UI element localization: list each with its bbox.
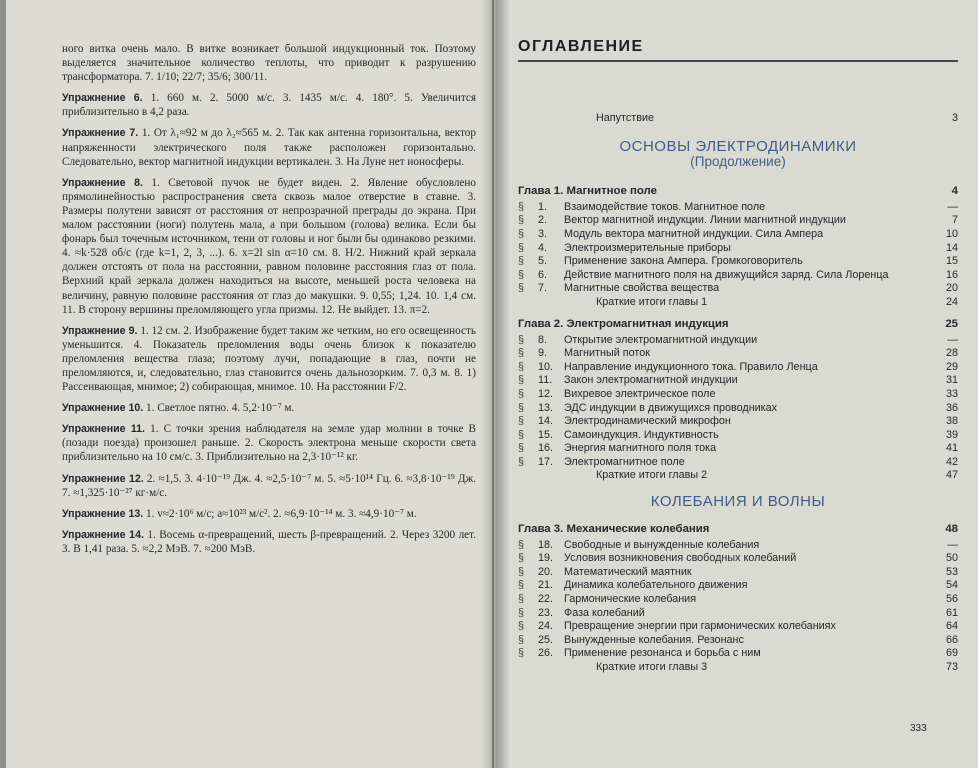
toc-section xyxy=(518,228,958,242)
part-title-electrodynamics: ОСНОВЫ ЭЛЕКТРОДИНАМИКИ xyxy=(619,137,857,155)
answer-text: 1. Светлое пятно. 4. 5,2·10⁻⁷ м. xyxy=(146,402,295,415)
toc-section-title: Направление индукционного тока. Правило Ленца xyxy=(564,360,818,373)
section-symbol: § xyxy=(518,200,525,213)
toc-section-number: 15. xyxy=(538,428,554,441)
toc-section-title: Превращение энергии при гармонических колебаниях xyxy=(564,620,836,633)
section-symbol: § xyxy=(518,347,525,360)
right-page xyxy=(494,0,978,768)
toc-section-number: 20. xyxy=(538,565,554,578)
section-symbol: § xyxy=(518,579,525,592)
section-symbol: § xyxy=(518,401,525,414)
toc-section-title: Открытие электромагнитной индукции xyxy=(564,333,758,346)
toc-section xyxy=(518,539,958,553)
toc-section-page: 31 xyxy=(945,374,958,387)
exercise-label: Упражнение 13. xyxy=(62,507,144,520)
toc-section-title: Динамика колебательного движения xyxy=(564,579,748,592)
page-number: 333 xyxy=(910,723,927,734)
toc-section-title: Самоиндукция. Индуктивность xyxy=(564,428,719,441)
toc-entry-title: Напутствие xyxy=(596,112,654,124)
answer-text: 1. 660 м. 2. 5000 м/с. 3. 1435 м/с. 4. 180°. 5. Увеличится приблизительно в 4,2 раза. xyxy=(62,92,476,119)
section-symbol: § xyxy=(518,538,525,551)
toc-section xyxy=(518,361,958,375)
toc-section-page: 16 xyxy=(945,268,958,281)
toc-section-title: Условия возникновения свободных колебаний xyxy=(564,552,797,565)
toc-section-title: Магнитный поток xyxy=(564,347,650,360)
section-symbol: § xyxy=(518,227,525,240)
chapter-1-sections xyxy=(518,201,958,296)
toc-section-page: 36 xyxy=(945,401,958,414)
exercise-label: Упражнение 14. xyxy=(62,528,144,541)
toc-section-title: Свободные и вынужденные колебания xyxy=(564,538,760,551)
section-symbol: § xyxy=(518,214,525,227)
answer-text: 2. ≈1,5. 3. 4·10⁻¹⁹ Дж. 4. ≈2,5·10⁻⁷ м. 5. ≈5·10¹⁴ Гц. 6. ≈3,8·10⁻¹⁹ Дж. 7. ≈1,325·10⁻²⁷ кг·м/с. xyxy=(62,472,476,499)
toc-section-page: 20 xyxy=(945,282,958,295)
toc-summary-3 xyxy=(518,661,958,675)
toc-section-number: 19. xyxy=(538,552,554,565)
toc-section-page: 38 xyxy=(945,415,958,428)
section-symbol: § xyxy=(518,606,525,619)
toc-section-page: 28 xyxy=(945,347,958,360)
section-symbol: § xyxy=(518,647,525,660)
toc-section-number: 21. xyxy=(538,579,554,592)
toc-section xyxy=(518,442,958,456)
toc-section-page: 64 xyxy=(945,620,958,633)
exercise-label: Упражнение 7. xyxy=(62,127,139,140)
toc-section-page: — xyxy=(947,538,958,551)
toc-chapter-page: 4 xyxy=(951,184,958,197)
toc-section-title: Применение резонанса и борьба с ним xyxy=(564,647,761,660)
section-symbol: § xyxy=(518,455,525,468)
toc-section xyxy=(518,566,958,580)
toc-section-title: ЭДС индукции в движущихся проводниках xyxy=(564,401,778,414)
section-symbol: § xyxy=(518,415,525,428)
toc-section-page: 7 xyxy=(951,214,958,227)
toc-section-page: 15 xyxy=(945,255,958,268)
toc-section-title: Электродинамический микрофон xyxy=(564,415,731,428)
answer-block xyxy=(62,126,476,168)
toc-section-title: Применение закона Ампера. Громкоговоритель xyxy=(564,255,803,268)
toc-section-page: — xyxy=(947,333,958,346)
part-title-oscillations: КОЛЕБАНИЯ И ВОЛНЫ xyxy=(650,493,826,511)
toc-section-title: Электроизмерительные приборы xyxy=(564,241,731,254)
answer-text: 1. От λ₁≈92 м до λ₂≈565 м. 2. Так как антенна горизонтальна, вектор напряженности электрического поля также расположен горизонтально. Следовательно, вектор магнитной индукции вертикален. 3. На Луне нет ионосферы. xyxy=(62,127,476,168)
section-symbol: § xyxy=(518,241,525,254)
toc-section-number: 18. xyxy=(538,538,554,551)
toc-chapter-title: Глава 2. Электромагнитная индукция xyxy=(518,317,729,330)
toc-section-page: 29 xyxy=(945,360,958,373)
toc-section-number: 24. xyxy=(538,620,554,633)
toc-section xyxy=(518,620,958,634)
answer-text: 1. Восемь α-превращений, шесть β-превращений. 2. Через 3200 лет. 3. В 1,41 раза. 5. ≈2,2 МэВ. 7. ≈200 МэВ. xyxy=(62,528,476,555)
toc-section-number: 16. xyxy=(538,442,554,455)
section-symbol: § xyxy=(518,593,525,606)
toc-section-title: Математический маятник xyxy=(564,565,692,578)
answer-text: 1. Световой пучок не будет виден. 2. Явление обусловлено прямолинейностью распространения света сквозь малое отверстие в ставне. 3. Размеры полутени зависят от расстояния от непрозрачной преграды до экрана. При малом расстоянии (ноги) полутень мала, а при большом (голова) велика. Если бы фонарь был точечным источником, тени от головы и ног были бы одинаково резкими. 4. ≈k·528 об/с (где k=1, 2, 3, ...). 6. x=2l sin α=10 см. 8. H/2. Нижний край зеркала должен отстоять от пола на расстоянии, равном половине расстояния глаз от пола. Верхний край зеркала должен находиться на высоте, меньшей роста человека на величину, равную половине расстояния от глаз до макушки. 9. 0,55; 1,24. 10. 1,4 см. 11. В сторону вершины преломляющего угла призмы. 12. Не выйдет. 13. π=2. xyxy=(62,176,477,316)
toc-summary-page: 73 xyxy=(945,661,958,673)
answer-block xyxy=(62,401,476,415)
answer-text: 1. 12 см. 2. Изображение будет таким же четким, но его освещенность уменьшится. 4. Показатель преломления воды очень близок к показателю преломления вещества глаза; поэтому лучи, попадающие в глаз, почти не преломляются, и, следовательно, глаз становится очень дальнозорким. 7. 0,3 м. 8. 1) Рассеивающая, мнимое; 2) собирающая, мнимое. 10. На расстоянии F/2. xyxy=(62,324,476,394)
part-subtitle: (Продолжение) xyxy=(690,154,786,170)
toc-section xyxy=(518,607,958,621)
toc-section-page: 10 xyxy=(945,227,958,240)
answer-block xyxy=(62,42,476,84)
toc-section xyxy=(518,255,958,269)
toc-section xyxy=(518,647,958,661)
toc-summary-title: Краткие итоги главы 3 xyxy=(596,661,708,673)
section-symbol: § xyxy=(518,360,525,373)
toc-section-page: 14 xyxy=(945,241,958,254)
toc-section-title: Взаимодействие токов. Магнитное поле xyxy=(564,200,766,213)
toc-section xyxy=(518,579,958,593)
toc-section-page: 33 xyxy=(945,387,958,400)
toc-section-title: Магнитные свойства вещества xyxy=(564,282,720,295)
toc-section xyxy=(518,552,958,566)
answer-block xyxy=(62,472,476,500)
toc-chapter-page: 25 xyxy=(945,317,958,330)
toc-section-page: 54 xyxy=(945,579,958,592)
toc-section-number: 23. xyxy=(538,606,554,619)
toc-section-title: Вихревое электрическое поле xyxy=(564,387,716,400)
toc-section-page: 56 xyxy=(945,593,958,606)
toc-summary-2 xyxy=(518,469,958,483)
section-symbol: § xyxy=(518,620,525,633)
toc-section-number: 12. xyxy=(538,387,554,400)
exercise-label: Упражнение 9. xyxy=(62,324,138,337)
toc-section-number: 6. xyxy=(538,268,548,281)
toc-section xyxy=(518,634,958,648)
exercise-label: Упражнение 11. xyxy=(62,423,145,436)
toc-section-number: 22. xyxy=(538,593,554,606)
exercise-label: Упражнение 8. xyxy=(62,176,143,189)
answer-block xyxy=(62,176,476,317)
section-symbol: § xyxy=(518,552,525,565)
toc-chapter-2 xyxy=(518,318,958,334)
answer-block xyxy=(62,422,476,464)
answers-section xyxy=(62,42,476,563)
left-page xyxy=(6,0,492,768)
exercise-label: Упражнение 6. xyxy=(62,92,143,105)
toc-summary-title: Краткие итоги главы 1 xyxy=(596,295,708,308)
toc-section-title: Гармонические колебания xyxy=(564,593,697,606)
toc-section-page: 50 xyxy=(945,552,958,565)
toc-section xyxy=(518,201,958,215)
section-symbol: § xyxy=(518,268,525,281)
toc-section-page: 42 xyxy=(945,455,958,468)
toc-section xyxy=(518,402,958,416)
toc-section-page: 41 xyxy=(945,442,958,455)
chapter-3-sections xyxy=(518,539,958,661)
toc-section-number: 7. xyxy=(538,282,548,295)
section-symbol: § xyxy=(518,255,525,268)
chapter-2-sections xyxy=(518,334,958,470)
section-symbol: § xyxy=(518,387,525,400)
toc-section-number: 11. xyxy=(538,374,553,387)
toc-section xyxy=(518,347,958,361)
toc-chapter-page: 48 xyxy=(945,522,958,535)
exercise-label: Упражнение 12. xyxy=(62,472,144,485)
toc-section-title: Модуль вектора магнитной индукции. Сила Ампера xyxy=(564,227,824,240)
toc-section-number: 2. xyxy=(538,214,548,227)
toc-section xyxy=(518,282,958,296)
toc-section-number: 25. xyxy=(538,633,554,646)
toc-section xyxy=(518,242,958,256)
toc-section xyxy=(518,214,958,228)
book-spine-shadow xyxy=(480,0,510,768)
section-symbol: § xyxy=(518,633,525,646)
toc-section-number: 9. xyxy=(538,347,548,360)
toc-section xyxy=(518,415,958,429)
toc-title-rule xyxy=(518,60,958,62)
toc-entry-foreword xyxy=(518,112,958,126)
toc-summary-page: 24 xyxy=(945,295,958,308)
exercise-label: Упражнение 10. xyxy=(62,402,144,415)
toc-section-page: 69 xyxy=(945,647,958,660)
toc-section-title: Электромагнитное поле xyxy=(564,455,685,468)
section-symbol: § xyxy=(518,333,525,346)
toc-title: ОГЛАВЛЕНИЕ xyxy=(518,38,644,55)
toc-chapter-1 xyxy=(518,185,958,201)
section-symbol: § xyxy=(518,442,525,455)
toc-section xyxy=(518,388,958,402)
toc-section-page: 66 xyxy=(945,633,958,646)
toc-summary-page: 47 xyxy=(945,469,958,482)
toc-section-number: 5. xyxy=(538,255,548,268)
toc-section-number: 14. xyxy=(538,415,554,428)
section-symbol: § xyxy=(518,374,525,387)
answer-text: ного витка очень мало. В витке возникает большой индукционный ток. Поэтому выделяется значительное количество теплоты, что приводит к разрушению трансформатора. 7. 1/10; 22/7; 35/6; 300/11. xyxy=(62,43,476,84)
toc-section xyxy=(518,429,958,443)
toc-section-title: Вектор магнитной индукции. Линии магнитной индукции xyxy=(564,214,846,227)
section-symbol: § xyxy=(518,428,525,441)
toc-section-number: 13. xyxy=(538,401,554,414)
toc-section-number: 1. xyxy=(538,200,548,213)
toc-section-number: 10. xyxy=(538,360,554,373)
toc-section-page: — xyxy=(947,200,958,213)
section-symbol: § xyxy=(518,282,525,295)
answer-block xyxy=(62,91,476,119)
section-symbol: § xyxy=(518,565,525,578)
table-of-contents xyxy=(518,112,958,675)
toc-section xyxy=(518,593,958,607)
toc-section-title: Действие магнитного поля на движущийся заряд. Сила Лоренца xyxy=(564,268,889,281)
toc-chapter-3 xyxy=(518,523,958,539)
toc-entry-page: 3 xyxy=(951,112,958,124)
toc-section-number: 3. xyxy=(538,227,548,240)
answer-text: 1. С точки зрения наблюдателя на земле удар молнии в точке B (позади поезда) произошел раньше. 2. Скорость электрона меньше скорости света приблизительно на 10 см/с. 3. Приблизительно на 2,3·10⁻¹² кг. xyxy=(62,423,477,464)
toc-section-number: 26. xyxy=(538,647,554,660)
toc-section xyxy=(518,456,958,470)
toc-section-title: Энергия магнитного поля тока xyxy=(564,442,717,455)
toc-section-page: 61 xyxy=(945,606,958,619)
toc-section-number: 8. xyxy=(538,333,548,346)
answer-block xyxy=(62,324,476,394)
answer-text: 1. v≈2·10⁶ м/с; a≈10²³ м/с². 2. ≈6,9·10⁻¹⁴ м. 3. ≈4,9·10⁻⁷ м. xyxy=(146,507,417,520)
toc-section-number: 4. xyxy=(538,241,548,254)
toc-section-page: 53 xyxy=(945,565,958,578)
answer-block xyxy=(62,528,476,556)
toc-section xyxy=(518,334,958,348)
toc-section xyxy=(518,269,958,283)
toc-section-number: 17. xyxy=(538,455,554,468)
toc-summary-title: Краткие итоги главы 2 xyxy=(596,469,708,482)
toc-chapter-title: Глава 1. Магнитное поле xyxy=(518,184,657,197)
answer-block xyxy=(62,507,476,521)
toc-section xyxy=(518,374,958,388)
toc-section-page: 39 xyxy=(945,428,958,441)
toc-section-title: Фаза колебаний xyxy=(564,606,645,619)
toc-section-title: Вынужденные колебания. Резонанс xyxy=(564,633,744,646)
toc-chapter-title: Глава 3. Механические колебания xyxy=(518,522,710,535)
toc-summary-1 xyxy=(518,296,958,310)
toc-section-title: Закон электромагнитной индукции xyxy=(564,374,738,387)
